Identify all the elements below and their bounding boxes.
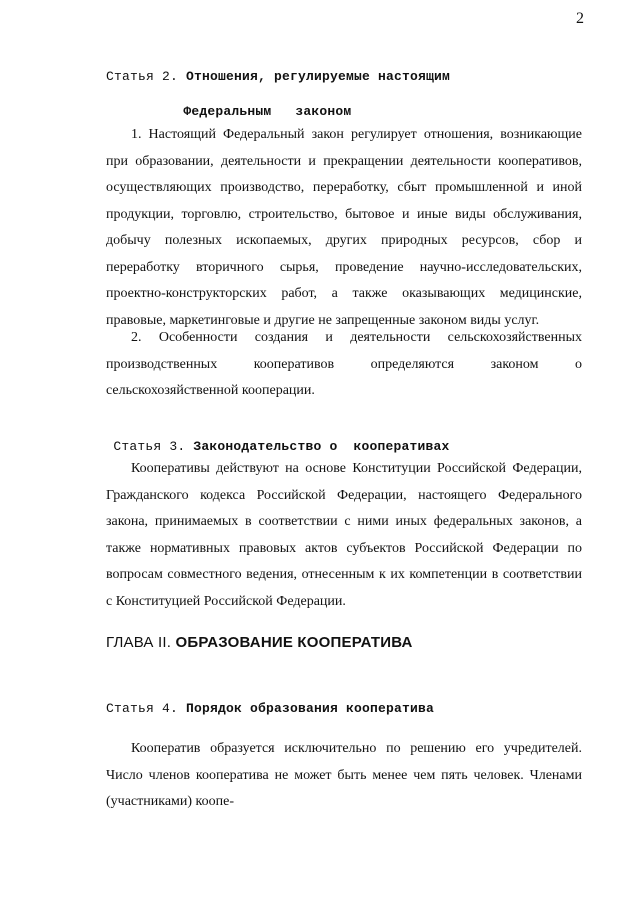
article-2-paragraph-2: 2. Особенности создания и деятельности сельскохозяйственных производственных кооперативов определяются законом о сельскохозяйственной кооперации. xyxy=(106,330,582,398)
article-3-paragraph: Кооперативы действуют на основе Конституции Российской Федерации, Гражданского кодекса Российской Федерации, настоящего Федерального закона, принимаемых в соответствии с ними иных федеральных законов, а также нормативных правовых актов субъектов Российской Федерации по вопросам совместного ведения, отнесенным к их компетенции в соответствии с Конституцией Российской Федерации. xyxy=(106,461,582,609)
article-4-title: Порядок образования кооператива xyxy=(186,701,435,716)
article-2-heading-cont xyxy=(176,86,351,120)
article-2-paragraph-1: 1. Настоящий Федеральный закон регулирует отношения, возникающие при образовании, деятельности и прекращении деятельности кооперативов, осуществляющих производство, переработку, сбыт промышленной и иной продукции, торговлю, строительство, бытовое и иные виды обслуживания, добычу полезных ископаемых, других природных ресурсов, сбор и переработку вторичного сырья, проведение научно-исследовательских, проектно-конструкторских работ, а также оказывающих медицинские, правовые, маркетинговые и другие не запрещенные законом виды услуг. xyxy=(106,127,582,328)
page-number: 2 xyxy=(576,10,584,27)
article-3-title: Законодательство о кооперативах xyxy=(193,439,450,454)
article-3-heading xyxy=(106,421,449,455)
article-2-heading xyxy=(106,68,450,85)
article-2-title-line2: Федеральным законом xyxy=(183,104,352,119)
article-4-prefix: Статья 4. xyxy=(106,701,187,716)
article-2-prefix: Статья 2. xyxy=(106,69,187,84)
chapter-2-heading xyxy=(106,634,413,651)
article-4-heading xyxy=(106,700,434,717)
article-3-prefix: Статья 3. xyxy=(113,439,194,454)
chapter-2-prefix: ГЛАВА II. xyxy=(106,634,176,651)
article-4-paragraph: Кооператив образуется исключительно по решению его учредителей. Число членов кооператива не может быть менее чем пять человек. Членами (участниками) коопе- xyxy=(106,741,582,809)
chapter-2-title: ОБРАЗОВАНИЕ КООПЕРАТИВА xyxy=(175,634,413,651)
article-2-title-line1: Отношения, регулируемые настоящим xyxy=(186,69,451,84)
